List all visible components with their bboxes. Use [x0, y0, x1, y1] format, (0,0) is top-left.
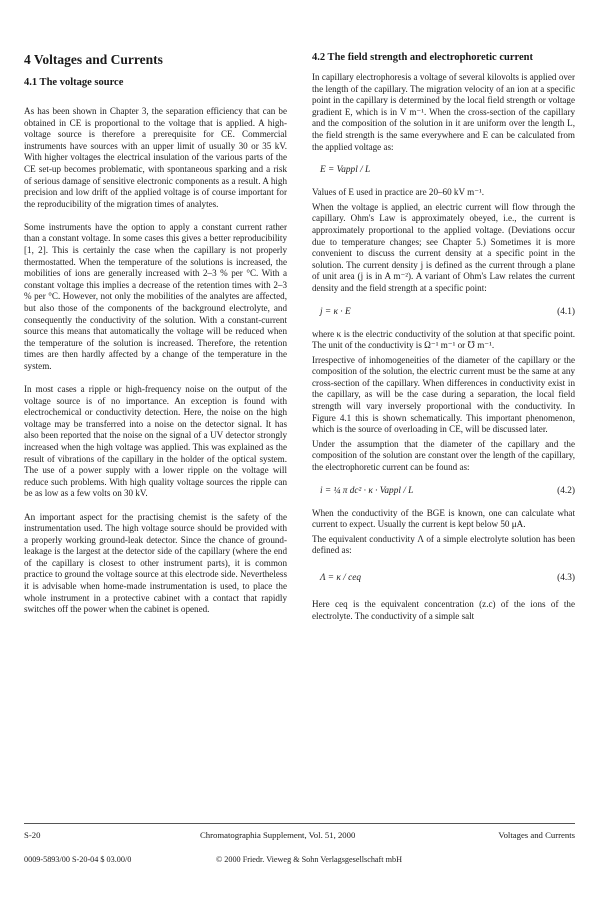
journal-name: Chromatographia Supplement, Vol. 51, 2000 [200, 830, 356, 840]
paragraph: Here ceq is the equivalent concentration (z.c) of the ions of the electrolyte. The conductivity of a simple salt [312, 599, 575, 621]
chapter-name: Voltages and Currents [498, 830, 575, 840]
paragraph: where κ is the electric conductivity of the solution at that specific point. The unit of the conductivity is Ω⁻¹ m⁻¹ or ℧ m⁻¹. [312, 328, 575, 351]
footer-rule [24, 823, 575, 824]
page-label: S-20 [24, 830, 41, 840]
paragraph: When the conductivity of the BGE is known, one can calculate what current to expect. Usually the current is kept below 50 μA. [312, 507, 575, 530]
paragraph: In capillary electrophoresis a voltage of several kilovolts is applied over the length of the capillary. The migration velocity of an ion at a specific point in the capillary is determined by the local field strength or voltage gradient E, which is in V m⁻¹. When the cross-section of the capillary and the composition of the solution in it are uniform over the length L, the field strength is the same everywhere and E can be calculated from the applied voltage as: [312, 72, 575, 152]
equation-text: E = Vappl / L [320, 165, 371, 176]
equation-4-1 [320, 305, 575, 319]
paragraph: An important aspect for the practising chemist is the safety of the instrumentation used. The high voltage source should be provided with a properly working ground-leak detector. Since the chance of ground-leakage is the largest at the detector side of the capillary (where the end of the capillary is closest to other instrument parts), it is common practice to ground the voltage source at this electrode side. Nevertheless it is advisable when home-made instrumentation is used, to place the whole instrument in a protective cabinet with a contact that rapidly switches off the power when the cabinet is opened. [24, 511, 287, 615]
equation-field-strength [320, 163, 575, 177]
paragraph: The equivalent conductivity Λ of a simple electrolyte solution has been defined as: [312, 533, 575, 556]
subsection-title-field-strength: 4.2 The field strength and electrophoretic current [312, 52, 533, 63]
equation-4-2 [320, 484, 575, 498]
paragraph: Some instruments have the option to apply a constant current rather than a constant voltage. In some cases this gives a better reproducibility [1, 2]. This is certainly the case when the capillary is not properly thermostatted. When the temperature of the solutions is increased, the mobilities of ions are generally increased with 2–3 % per °C. With a constant voltage this implies a decrease of the retention times with 2–3 % per °C. However, not only the mobilities of the analytes are affected, but also those of the components of the background electrolyte, and consequently the conductivity of the solution. With a constant-current source this means that automatically the voltage will be reduced when the temperature of the solution is increased. Therefore, the retention times are then hardly affected by a change of the temperature in the system. [24, 221, 287, 371]
equation-number: (4.2) [557, 485, 575, 496]
equation-4-3 [320, 567, 575, 589]
paragraph: Under the assumption that the diameter of the capillary and the composition of the solution are constant over the length of the capillary, the electrophoretic current can be found as: [312, 438, 575, 473]
left-column [24, 52, 287, 627]
paragraph: Irrespective of inhomogeneities of the diameter of the capillary or the composition of the solution, the electric current must be the same at any cross-section of the capillary. When differences in conductivity exist in the capillary, as will be the case during a separation, the local field strength will vary inversely proportional with the conductivity. In Figure 4.1 this is shown schematically. This important phenomenon, which is the source of overloading in CE, will be discussed later. [312, 354, 575, 435]
paragraph: As has been shown in Chapter 3, the separation efficiency that can be obtained in CE is proportional to the voltage that is applied. A high-voltage source is therefore a prerequisite for CE. Commercial instruments have sources with an upper limit of usually 30 or 35 kV. With higher voltages the electrical insulation of the various parts of the CE set-up becomes problematic, with spontaneous sparking and a risk of serious damage of sensitive electronic components as a result. A high precision and low drift of the applied voltage is of course important for the reproducibility of the migration times of analytes. [24, 106, 287, 209]
paragraph: When the voltage is applied, an electric current will flow through the capillary. Ohm's Law is approximately obeyed, i.e., the current is approximately proportional to the applied voltage. (Deviations occur due to temperature changes; see Chapter 5.) Sometimes it is more convenient to discuss the current density at a specific point in the solution. The current density j is defined as the current through a plane of unit area (j is in A m⁻²). A variant of Ohm's Law relates the current density and the field strength at a specific point: [312, 201, 575, 293]
section-title: 4 Voltages and Currents [24, 52, 163, 67]
equation-number: (4.3) [557, 573, 575, 583]
paragraph: In most cases a ripple or high-frequency noise on the output of the voltage source is of no importance. An exception is found with electrochemical or conductivity detection. Here, the noise on the high voltage may be transferred into a noise on the detector signal. It has also been reported that the noise on the signal of a UV detector strongly increased when the high voltage was applied. This was explained as the result of vibrations of the capillary in the holder of the optical system. The use of a power supply with a lower ripple on the voltage will reduce such problems. With high quality voltage sources the ripple can be as low as a few volts on 30 kV. [24, 384, 287, 499]
equation-number: (4.1) [557, 306, 575, 317]
right-column [312, 52, 575, 625]
paragraph: Values of E used in practice are 20–60 kV m⁻¹. [312, 187, 485, 198]
article-code: 0009-5893/00 S-20-04 $ 03.00/0 [24, 855, 132, 864]
copyright: © 2000 Friedr. Vieweg & Sohn Verlagsgesellschaft mbH [216, 855, 402, 864]
equation-text: i = ¼ π dc² · κ · Vappl / L [320, 485, 414, 496]
equation-text: Λ = κ / ceq [320, 573, 361, 583]
equation-text: j = κ · E [320, 306, 351, 317]
subsection-title-voltage-source: 4.1 The voltage source [24, 77, 124, 88]
